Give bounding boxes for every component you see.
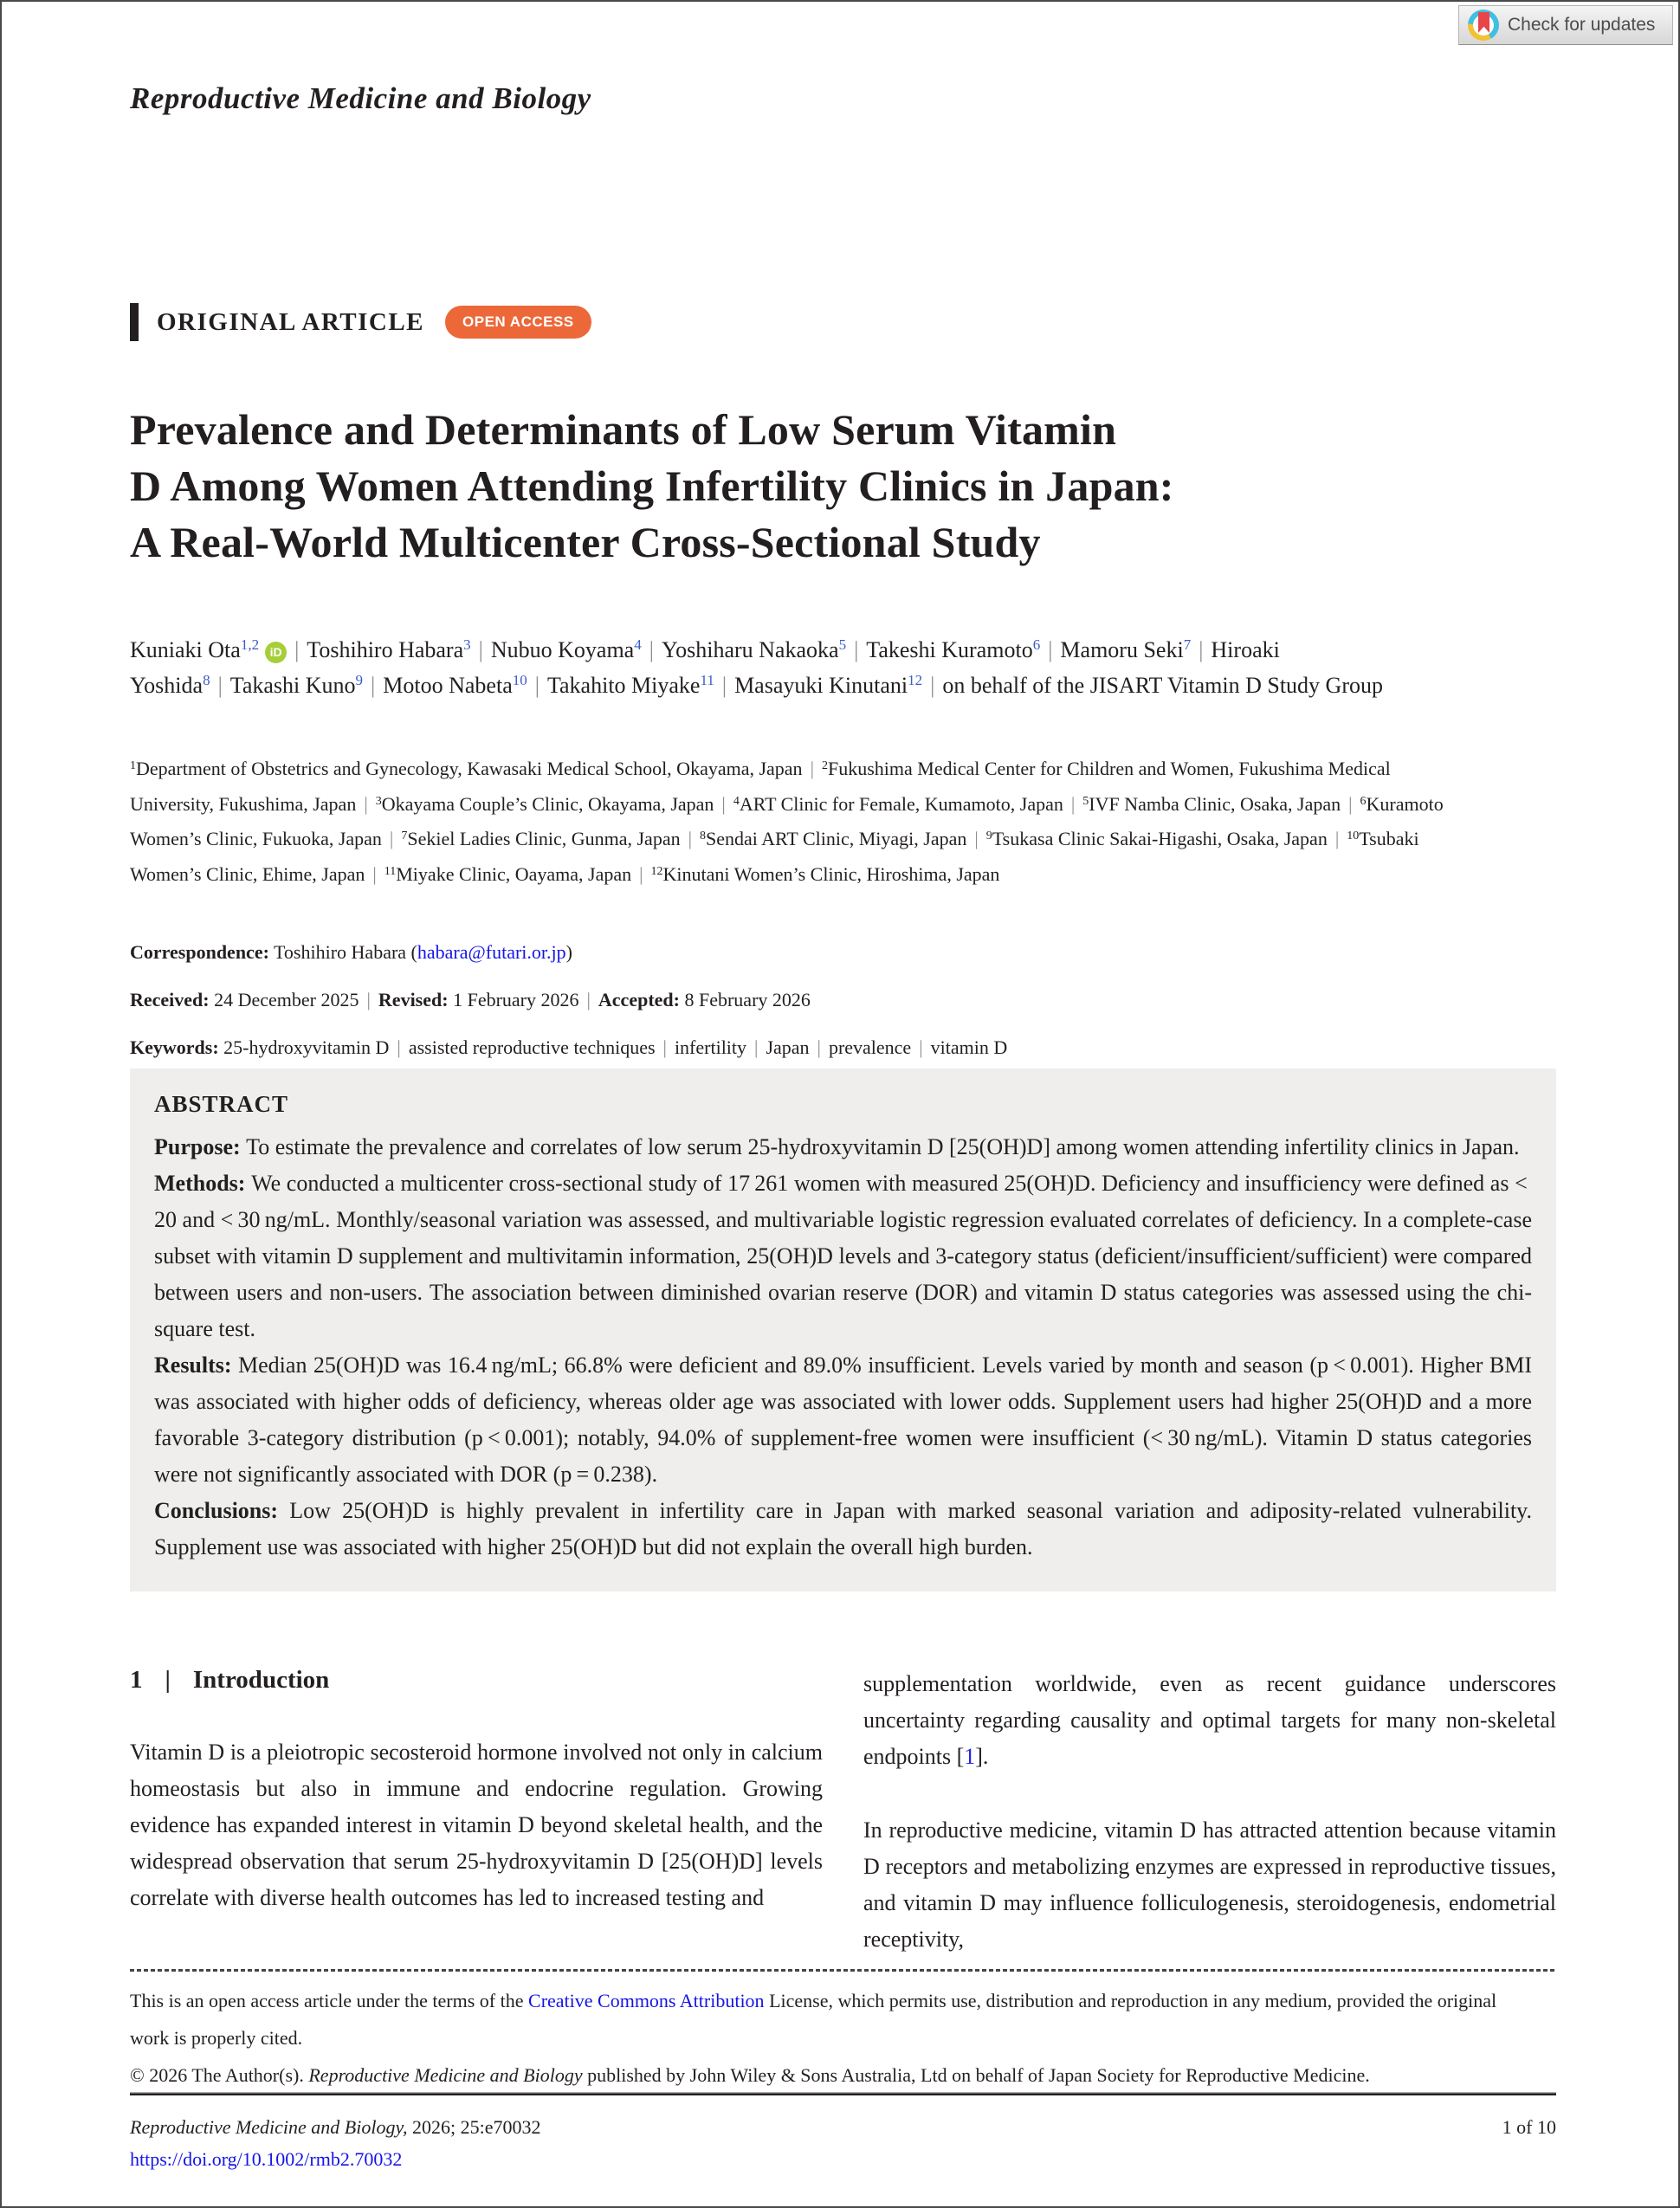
- affiliation: [130, 758, 803, 779]
- section-number: 1: [130, 1666, 143, 1694]
- intro-paragraph-left: Vitamin D is a pleiotropic secosteroid hormone involved not only in calcium homeostasis but also in immune and endocrine regulation. Growing evidence has expanded interest in vitamin D beyond skeletal health, and the widespread observation that serum 25-hydroxyvitamin D [25(OH)D] levels correlate with diverse health outcomes has led to increased testing and: [130, 1740, 823, 1910]
- page-number: 1 of 10: [1502, 2116, 1556, 2138]
- author-affiliation-sup: 6: [1032, 636, 1041, 653]
- author-affiliation-sup: 8: [203, 672, 210, 688]
- affiliation-separator: |: [688, 828, 692, 849]
- affiliation-separator: |: [974, 828, 979, 849]
- author-affiliation-sup: 11: [700, 672, 714, 688]
- author-name: Motoo Nabeta: [383, 673, 513, 698]
- affiliation-text: ART Clinic for Female, Kumamoto, Japan: [739, 792, 1063, 815]
- author-affiliation-sup: 4: [634, 636, 642, 653]
- author: [230, 673, 363, 698]
- affiliation-text: Kinutani Women’s Clinic, Hiroshima, Japan: [662, 862, 1000, 885]
- reference-1-link[interactable]: 1: [964, 1744, 976, 1769]
- author: [734, 673, 922, 698]
- affiliation-separator: |: [364, 792, 368, 815]
- keywords-line: [130, 1036, 1550, 1059]
- section-title: Introduction: [192, 1666, 330, 1694]
- affiliation: [733, 793, 1063, 815]
- history-separator: |: [366, 989, 371, 1010]
- author-name: Mamoru Seki: [1060, 637, 1184, 662]
- author-separator: |: [217, 673, 223, 698]
- doi-link[interactable]: https://doi.org/10.1002/rmb2.70032: [130, 2148, 403, 2170]
- author-name: Kuniaki Ota: [130, 637, 241, 662]
- author-affiliation-sup: 5: [838, 636, 847, 653]
- check-for-updates-label: Check for updates: [1508, 15, 1656, 35]
- author-affiliation-sup: 3: [463, 636, 471, 653]
- author-affiliation-sup: 12: [908, 672, 923, 688]
- abstract-section-text: Median 25(OH)D was 16.4 ng/mL; 66.8% were deficient and 89.0% insufficient. Levels varied by month and season (p < 0.001). Higher BMI was associated with higher odds of deficiency, whereas older age was associated with lower odds. Supplement users had higher 25(OH)D and a more favorable 3-category distribution (p < 0.001); notably, 94.0% of supplement-free women were insufficient (< 30 ng/mL). Vitamin D status categories were not significantly associated with DOR (p = 0.238).: [154, 1353, 1532, 1487]
- keyword-separator: |: [817, 1036, 821, 1058]
- keyword-separator: |: [662, 1036, 667, 1058]
- affiliation: [376, 793, 714, 815]
- correspondence-post: ): [565, 941, 572, 963]
- abstract-paragraph: [154, 1493, 1532, 1566]
- crossmark-bookmark-icon: [1478, 12, 1489, 33]
- article-type-row: [130, 303, 591, 341]
- author-affiliation-sup: 9: [355, 672, 364, 688]
- keyword: 25-hydroxyvitamin D: [223, 1036, 390, 1058]
- author-separator: |: [371, 673, 376, 698]
- author-separator: |: [1048, 637, 1053, 662]
- author-name: Nubuo Koyama: [490, 637, 635, 662]
- affiliation-separator: |: [372, 862, 377, 885]
- author-group-suffix: on behalf of the JISART Vitamin D Study Group: [942, 673, 1383, 698]
- keyword: Japan: [766, 1036, 810, 1058]
- affiliation: [1082, 793, 1341, 815]
- author-affiliation-sup: 7: [1183, 636, 1192, 653]
- history-separator: |: [586, 989, 591, 1010]
- author-affiliation-sup: 1,2: [240, 636, 260, 653]
- copyright-text: [130, 2056, 1515, 2094]
- affiliation-text: Okayama Couple’s Clinic, Okayama, Japan: [381, 792, 714, 815]
- author-separator: |: [1199, 637, 1204, 662]
- abstract-paragraph: [154, 1129, 1532, 1165]
- intro-paragraph-right-1: [863, 1666, 1556, 1775]
- copyright-post: published by John Wiley & Sons Australia, Ltd on behalf of Japan Society for Reproductive Medicine.: [582, 2064, 1370, 2086]
- author-separator: |: [478, 637, 483, 662]
- article-type-label: ORIGINAL ARTICLE: [157, 307, 425, 336]
- license-footer: [130, 1982, 1515, 2094]
- abstract-paragraph: [154, 1347, 1532, 1493]
- author: [1060, 637, 1191, 662]
- affiliation-number: 7: [401, 830, 408, 843]
- crossmark-icon: [1468, 10, 1499, 41]
- author: [383, 673, 527, 698]
- affiliation-separator: |: [1334, 828, 1340, 849]
- affiliation-separator: |: [389, 828, 394, 849]
- license-pre: This is an open access article under the terms of the: [130, 1990, 529, 2011]
- check-for-updates-button[interactable]: [1458, 5, 1673, 45]
- history-line: [130, 989, 1550, 1011]
- affiliation-number: 9: [985, 830, 992, 843]
- author-separator: |: [930, 673, 935, 698]
- history-value: 8 February 2026: [679, 989, 811, 1010]
- author: [547, 673, 714, 698]
- affiliation: [651, 863, 1000, 885]
- affiliation: [700, 828, 966, 849]
- affiliation: [401, 828, 680, 849]
- author-separator: |: [649, 637, 654, 662]
- creative-commons-link[interactable]: Creative Commons Attribution: [528, 1990, 765, 2011]
- affiliation-separator: |: [721, 792, 726, 815]
- abstract-section-label: Conclusions:: [154, 1498, 290, 1523]
- abstract-section-label: Methods:: [154, 1171, 252, 1196]
- history-label: Revised:: [378, 989, 449, 1010]
- abstract-sections: [154, 1129, 1532, 1566]
- author: [307, 637, 470, 662]
- affiliation-number: 5: [1082, 794, 1089, 808]
- section-heading: [130, 1666, 823, 1695]
- intro-left-column: [130, 1666, 823, 1958]
- copyright-pre: © 2026 The Author(s).: [130, 2064, 309, 2086]
- abstract-section-text: We conducted a multicenter cross-sectional study of 17 261 women with measured 25(OH)D. Deficiency and insufficiency were defined as < 20 and < 30 ng/mL. Monthly/seasonal variation was assessed, and multivariable logistic regression evaluated correlates of deficiency. In a complete-case subset with vitamin D supplement and multivitamin information, 25(OH)D levels and 3-category status (deficient/insufficient/sufficient) were compared between users and non-users. The association between diminished ovarian reserve (DOR) and vitamin D status categories was assessed using the chi-square test.: [154, 1171, 1532, 1341]
- correspondence-line: [130, 941, 1550, 964]
- author-list: [130, 634, 1420, 705]
- type-accent-bar: [130, 303, 139, 341]
- affiliation-number: 6: [1360, 794, 1367, 808]
- affiliation-separator: |: [639, 862, 643, 885]
- author-separator: |: [294, 637, 300, 662]
- affiliation: [986, 828, 1328, 849]
- orcid-icon[interactable]: iD: [265, 642, 287, 663]
- keyword: vitamin D: [930, 1036, 1008, 1058]
- affiliation-number: 1: [130, 759, 136, 772]
- article-title-line: Prevalence and Determinants of Low Serum Vitamin: [130, 405, 1117, 454]
- keyword-separator: |: [397, 1036, 401, 1058]
- abstract-box: [130, 1068, 1556, 1591]
- author-separator: |: [721, 673, 727, 698]
- doi-line: [130, 2148, 402, 2171]
- abstract-section-text: To estimate the prevalence and correlates of low serum 25-hydroxyvitamin D [25(OH)D] among women attending infertility clinics in Japan.: [246, 1134, 1520, 1159]
- intro-paragraph-right-2: In reproductive medicine, vitamin D has attracted attention because vitamin D receptors and metabolizing enzymes are expressed in reproductive tissues, and vitamin D may influence folliculogenesis, steroidogenesis, endometrial receptivity,: [863, 1817, 1556, 1952]
- correspondence-email-link[interactable]: habara@futari.or.jp: [417, 941, 566, 963]
- history-label: Received:: [130, 989, 210, 1010]
- affiliation-text: Sekiel Ladies Clinic, Gunma, Japan: [407, 828, 681, 849]
- keyword: infertility: [674, 1036, 747, 1058]
- abstract-heading: ABSTRACT: [154, 1091, 289, 1117]
- affiliation-number: 10: [1347, 830, 1360, 843]
- section-pipe: |: [165, 1666, 171, 1694]
- affiliation-text: Fukushima Medical Center for Children and Women, Fukushima Medical University, Fukushima, Japan: [130, 758, 1391, 815]
- affiliation-number: 8: [700, 830, 706, 843]
- citation-journal-name: Reproductive Medicine and Biology,: [130, 2116, 408, 2138]
- abstract-paragraph: [154, 1165, 1532, 1347]
- affiliation: [384, 863, 631, 885]
- correspondence-label: Correspondence:: [130, 941, 269, 963]
- footer-rule: [130, 2092, 1556, 2095]
- copyright-journal-name: Reproductive Medicine and Biology: [308, 2064, 583, 2086]
- affiliation-separator: |: [1348, 792, 1353, 815]
- author: [662, 637, 846, 662]
- affiliation-number: 3: [375, 794, 382, 808]
- citation-volume: 2026; 25:e70032: [407, 2116, 541, 2138]
- author-name: Masayuki Kinutani: [734, 673, 908, 698]
- affiliation-text: Tsubaki Women’s Clinic, Ehime, Japan: [130, 828, 1419, 885]
- affiliation-separator: |: [1070, 792, 1076, 815]
- citation-row: [130, 2116, 1556, 2139]
- correspondence-pre: Toshihiro Habara (: [268, 941, 417, 963]
- affiliation-list: [130, 753, 1468, 894]
- author-name: Toshihiro Habara: [307, 637, 464, 662]
- keyword-separator: |: [919, 1036, 923, 1058]
- open-access-badge[interactable]: OPEN ACCESS: [445, 306, 591, 339]
- author-separator: |: [854, 637, 859, 662]
- keyword: assisted reproductive techniques: [408, 1036, 656, 1058]
- author: [491, 637, 642, 662]
- abstract-section-label: Purpose:: [154, 1134, 247, 1159]
- affiliation-number: 11: [384, 864, 397, 878]
- author-affiliation-sup: 10: [512, 672, 527, 688]
- author-separator: |: [534, 673, 540, 698]
- affiliation-number: 2: [821, 759, 828, 772]
- intro-right-column: [863, 1666, 1556, 1958]
- journal-citation: [130, 2116, 541, 2139]
- keyword-separator: |: [754, 1036, 759, 1058]
- license-text: [130, 1982, 1515, 2056]
- article-title-line: D Among Women Attending Infertility Clinics in Japan:: [130, 462, 1174, 510]
- intro-right-text: supplementation worldwide, even as recent guidance underscores uncertainty regarding causality and optimal targets for many non-skeletal endpoints [: [863, 1671, 1556, 1769]
- keywords-label: Keywords:: [130, 1036, 219, 1058]
- article-title: [130, 402, 1174, 571]
- affiliation-text: Sendai ART Clinic, Miyagi, Japan: [706, 828, 967, 849]
- keyword: prevalence: [828, 1036, 912, 1058]
- affiliation-text: Tsukasa Clinic Sakai-Higashi, Osaka, Japan: [992, 828, 1328, 849]
- introduction-section: [130, 1666, 1556, 1958]
- abstract-section-label: Results:: [154, 1353, 239, 1378]
- license-post: License, which permits use, distribution and reproduction in any medium, provided the original work is properly cited.: [130, 1990, 1497, 2049]
- history-value: 1 February 2026: [448, 989, 579, 1010]
- affiliation-number: 12: [650, 864, 663, 878]
- affiliation-text: Department of Obstetrics and Gynecology, Kawasaki Medical School, Okayama, Japan: [136, 758, 803, 779]
- author: [866, 637, 1040, 662]
- author-name: Hiroaki Yoshida: [130, 637, 1280, 698]
- author-name: Yoshiharu Nakaoka: [661, 637, 839, 662]
- journal-name: Reproductive Medicine and Biology: [130, 81, 591, 115]
- affiliation-separator: |: [810, 758, 814, 779]
- author-name: Takeshi Kuramoto: [866, 637, 1033, 662]
- article-title-line: A Real-World Multicenter Cross-Sectional Study: [130, 518, 1041, 566]
- affiliation-text: IVF Namba Clinic, Osaka, Japan: [1089, 792, 1341, 815]
- author-name: Takahito Miyake: [546, 673, 701, 698]
- history-value: 24 December 2025: [209, 989, 359, 1010]
- affiliation-text: Miyake Clinic, Oayama, Japan: [396, 862, 632, 885]
- affiliation-text: Kuramoto Women’s Clinic, Fukuoka, Japan: [130, 792, 1444, 849]
- author: [130, 637, 287, 662]
- dotted-divider: [130, 1969, 1556, 1972]
- abstract-section-text: Low 25(OH)D is highly prevalent in infertility care in Japan with marked seasonal variation and adiposity-related vulnerability. Supplement use was associated with higher 25(OH)D but did not explain the overall high burden.: [154, 1498, 1532, 1559]
- intro-right-text-end: ].: [975, 1744, 989, 1769]
- author-name: Takashi Kuno: [229, 673, 356, 698]
- affiliation-number: 4: [733, 794, 740, 808]
- history-label: Accepted:: [598, 989, 680, 1010]
